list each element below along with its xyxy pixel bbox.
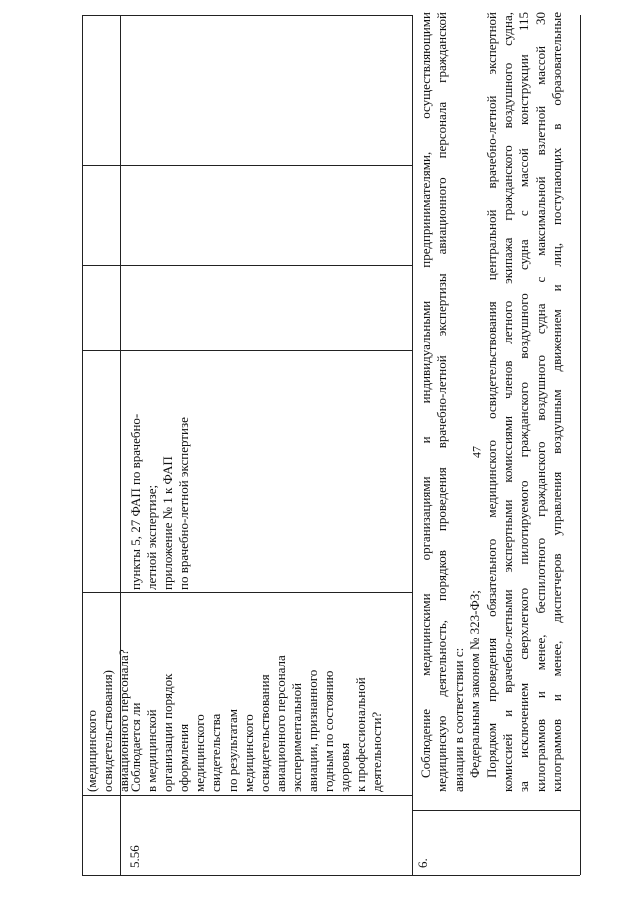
question-line: экспериментальной <box>288 682 304 792</box>
section-line: авиации в соответствии с: <box>450 647 466 792</box>
row-line-e <box>82 795 412 796</box>
row-line-d <box>82 592 412 593</box>
question-line: по результатам <box>224 709 240 792</box>
reference-line: приложение № 1 к ФАП <box>160 456 176 590</box>
question-line: освидетельствования <box>256 674 272 792</box>
reference-line: пункты 5, 27 ФАП по врачебно- <box>128 413 143 590</box>
question-line: здоровья <box>337 742 353 792</box>
continuation-line: (медицинского <box>84 709 99 792</box>
section-6-number: 6. <box>415 858 430 868</box>
table-border-right <box>580 15 581 875</box>
question-line: организации порядок <box>160 673 176 792</box>
question-line: свидетельства <box>208 713 224 792</box>
question-line: Соблюдается ли <box>128 702 143 792</box>
section-line <box>412 810 580 811</box>
section-line: килограммов и менее, беспилотного гражданского воздушного судна с максимальной взлетной массой 30 <box>532 12 548 792</box>
question-line: деятельности? <box>369 711 385 792</box>
section-line: медицинскую деятельность, порядков проведения врачебно-летной экспертизы авиационного персонала гражданской <box>434 12 450 792</box>
section-line: Соблюдение медицинскими организациями и индивидуальными предпринимателями, осуществляющими <box>418 12 433 778</box>
section-line: Порядком проведения обязательного медицинского освидетельствования центральной врачебно-летной экспертной <box>483 12 499 778</box>
question-line: медицинского <box>240 714 256 792</box>
section-line: килограммов и менее, диспетчеров управления воздушным движением и лиц, поступающих в образовательные <box>549 12 565 792</box>
section-6-text <box>418 12 566 792</box>
section-line: за исключением сверхлегкого пилотируемого гражданского воздушного судна с массой конструкции 115 <box>516 12 532 792</box>
question-line: медицинского <box>192 714 208 792</box>
row-line-c <box>82 350 412 351</box>
table-border-bottom <box>82 875 580 876</box>
question-line: авиационного персонала <box>272 655 288 792</box>
reference-line: летной экспертизе; <box>144 484 160 590</box>
table-border-top <box>82 15 412 16</box>
row-number-5-56: 5.56 <box>127 845 142 868</box>
question-line: в медицинской <box>144 709 160 792</box>
section-line: Федеральным законом № 323-ФЗ; <box>467 590 483 778</box>
row-5-56-question <box>128 655 386 792</box>
column-line-2 <box>412 15 413 875</box>
question-line: оформления <box>176 723 192 792</box>
continuation-question <box>84 649 132 792</box>
section-line: комиссией и врачебно-летными экспертными комиссиями членов летного экипажа гражданского воздушного судна, <box>499 12 515 792</box>
question-line: к профессиональной <box>353 677 369 792</box>
table-border-left <box>82 15 83 875</box>
question-line: годным по состоянию <box>321 670 337 792</box>
continuation-line: авиационного персонала? <box>116 649 132 792</box>
question-line: авиации, признанного <box>305 669 321 792</box>
row-5-56-reference <box>128 414 192 590</box>
continuation-line: освидетельствования) <box>100 670 116 792</box>
row-line-b <box>82 265 412 266</box>
row-line-a <box>82 165 412 166</box>
reference-line: по врачебно-летной экспертизе <box>176 417 192 590</box>
page-number: 47 <box>469 446 484 458</box>
